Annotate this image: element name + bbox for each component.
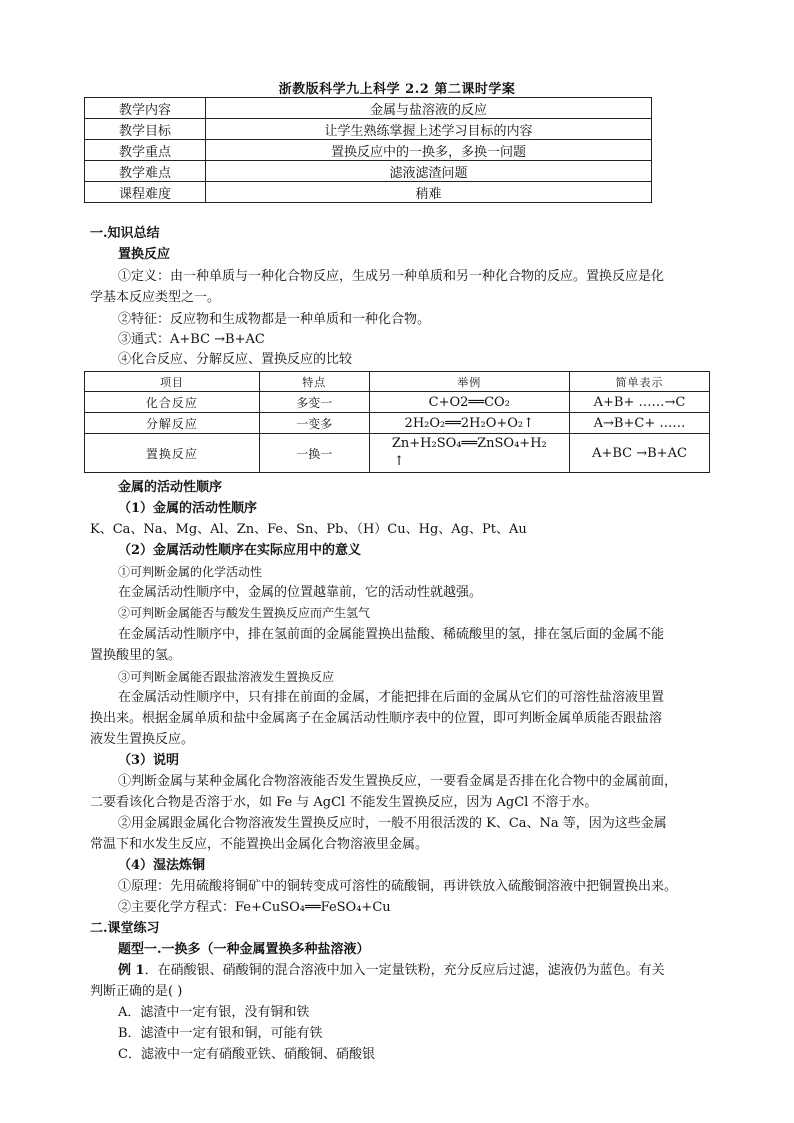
example-question: [118, 961, 665, 981]
note-1: ①判断金属与某种金属化合物溶液能否发生置换反应，一要看金属是否排在化合物中的金属前面，: [118, 774, 678, 789]
table-row: [85, 161, 652, 182]
table-row: [85, 413, 710, 434]
point-1: ①可判断金属的化学活动性: [118, 565, 263, 579]
hydrometallurgy-principle: ①原理：先用硫酸将铜矿中的铜转变成可溶性的硫酸铜，再讲铁放入硫酸铜溶液中把铜置换出来。: [118, 879, 678, 894]
reaction-simple: A+BC →B+AC: [570, 434, 710, 473]
info-value: 稍难: [206, 182, 652, 203]
info-key: 教学内容: [85, 98, 206, 119]
reaction-example: [369, 434, 569, 473]
document-title: 浙教版科学九上科学 2.2 第二课时学案: [278, 82, 516, 97]
comparison-intro: ④化合反应、分解反应、置换反应的比较: [118, 352, 353, 367]
subheading-activity: 金属的活动性顺序: [118, 480, 223, 495]
definition-text: ①定义：由一种单质与一种化合物反应，生成另一种单质和另一种化合物的反应。置换反应是化: [118, 269, 665, 284]
hydrometallurgy-equation: ②主要化学方程式：Fe+CuSO₄══FeSO₄+Cu: [118, 900, 391, 915]
reaction-example-line1: Zn+H₂SO₄══ZnSO₄+H₂: [391, 436, 547, 451]
info-value: 让学生熟练掌握上述学习目标的内容: [206, 119, 652, 140]
point-3: ③可判断金属能否跟盐溶液发生置换反应: [118, 670, 335, 684]
reaction-type: 置换反应: [85, 434, 260, 473]
reaction-example: C+O2══CO₂: [369, 392, 569, 413]
example-label: 例 1: [118, 963, 145, 978]
info-value: 滤液滤渣问题: [206, 161, 652, 182]
table-row: [85, 392, 710, 413]
section-heading-practice: 二.课堂练习: [90, 921, 160, 936]
reaction-example: 2H₂O₂══2H₂O+O₂↑: [369, 413, 569, 434]
info-key: 教学难点: [85, 161, 206, 182]
info-key: 教学重点: [85, 140, 206, 161]
column-header: 项目: [85, 372, 260, 392]
example-question-cont: 判断正确的是( ): [90, 984, 183, 999]
example-question-text: ．在硝酸银、硝酸铜的混合溶液中加入一定量铁粉，充分反应后过滤，滤液仍为蓝色。有关: [144, 963, 665, 978]
reaction-type: 分解反应: [85, 413, 260, 434]
column-header: 举例: [369, 372, 569, 392]
lesson-info-table: [84, 97, 652, 203]
subheading-notes: （3）说明: [118, 753, 180, 768]
reaction-feature: 一换一: [259, 434, 369, 473]
note-1-cont: 二要看该化合物是否溶于水，如 Fe 与 AgCl 不能发生置换反应，因为 AgCl 不溶于水。: [90, 795, 598, 810]
feature-text: ②特征：反应物和生成物都是一种单质和一种化合物。: [118, 312, 431, 327]
point-3-text: 在金属活动性顺序中，只有排在前面的金属，才能把排在后面的金属从它们的可溶性盐溶液里置: [118, 690, 665, 705]
section-heading-knowledge: 一.知识总结: [90, 226, 160, 241]
point-3-text-cont2: 液发生置换反应。: [90, 732, 195, 747]
table-row: [85, 119, 652, 140]
info-key: 课程难度: [85, 182, 206, 203]
option-b: B．滤渣中一定有银和铜，可能有铁: [118, 1026, 323, 1041]
reaction-feature: 一变多: [259, 413, 369, 434]
reaction-type: 化合反应: [85, 392, 260, 413]
table-row: [85, 98, 652, 119]
point-2: ②可判断金属能否与酸发生置换反应而产生氢气: [118, 606, 371, 620]
reaction-simple: A→B+C+ ……: [570, 413, 710, 434]
info-value: 置换反应中的一换多，多换一问题: [206, 140, 652, 161]
subheading-activity-meaning: （2）金属活动性顺序在实际应用中的意义: [118, 543, 362, 558]
table-row: [85, 140, 652, 161]
note-2: ②用金属跟金属化合物溶液发生置换反应时，一般不用很活泼的 K、Ca、Na 等，因为这些金属: [118, 816, 667, 831]
column-header: 特点: [259, 372, 369, 392]
table-row: [85, 182, 652, 203]
subheading-replacement: 置换反应: [118, 247, 171, 262]
column-header: 简单表示: [570, 372, 710, 392]
reaction-simple: A+B+ ……→C: [570, 392, 710, 413]
reaction-feature: 多变一: [259, 392, 369, 413]
subheading-activity-order: （1）金属的活动性顺序: [118, 501, 258, 516]
table-header-row: [85, 372, 710, 392]
reaction-comparison-table: [84, 371, 710, 473]
point-1-text: 在金属活动性顺序中，金属的位置越靠前，它的活动性就越强。: [118, 585, 483, 600]
info-key: 教学目标: [85, 119, 206, 140]
info-value: 金属与盐溶液的反应: [206, 98, 652, 119]
point-2-text-cont: 置换酸里的氢。: [90, 648, 182, 663]
general-formula: ③通式：A+BC →B+AC: [118, 332, 265, 347]
table-row: [85, 434, 710, 473]
option-c: C．滤液中一定有硝酸亚铁、硝酸铜、硝酸银: [118, 1047, 375, 1062]
question-type-heading: 题型一.一换多（一种金属置换多种盐溶液）: [118, 942, 370, 957]
note-2-cont: 常温下和水发生反应，不能置换出金属化合物溶液里金属。: [90, 837, 429, 852]
option-a: A．滤渣中一定有银，没有铜和铁: [118, 1005, 310, 1020]
definition-text-cont: 学基本反应类型之一。: [90, 290, 221, 305]
point-3-text-cont: 换出来。根据金属单质和盐中金属离子在金属活动性顺序表中的位置，即可判断金属单质能否跟盐溶: [90, 711, 663, 726]
reaction-example-line2: ↑: [393, 454, 405, 469]
point-2-text: 在金属活动性顺序中，排在氢前面的金属能置换出盐酸、稀硫酸里的氢，排在氢后面的金属不能: [118, 627, 665, 642]
subheading-hydrometallurgy: （4）湿法炼铜: [118, 858, 206, 873]
activity-series: K、Ca、Na、Mg、Al、Zn、Fe、Sn、Pb、（H）Cu、Hg、Ag、Pt、Au: [90, 522, 527, 537]
